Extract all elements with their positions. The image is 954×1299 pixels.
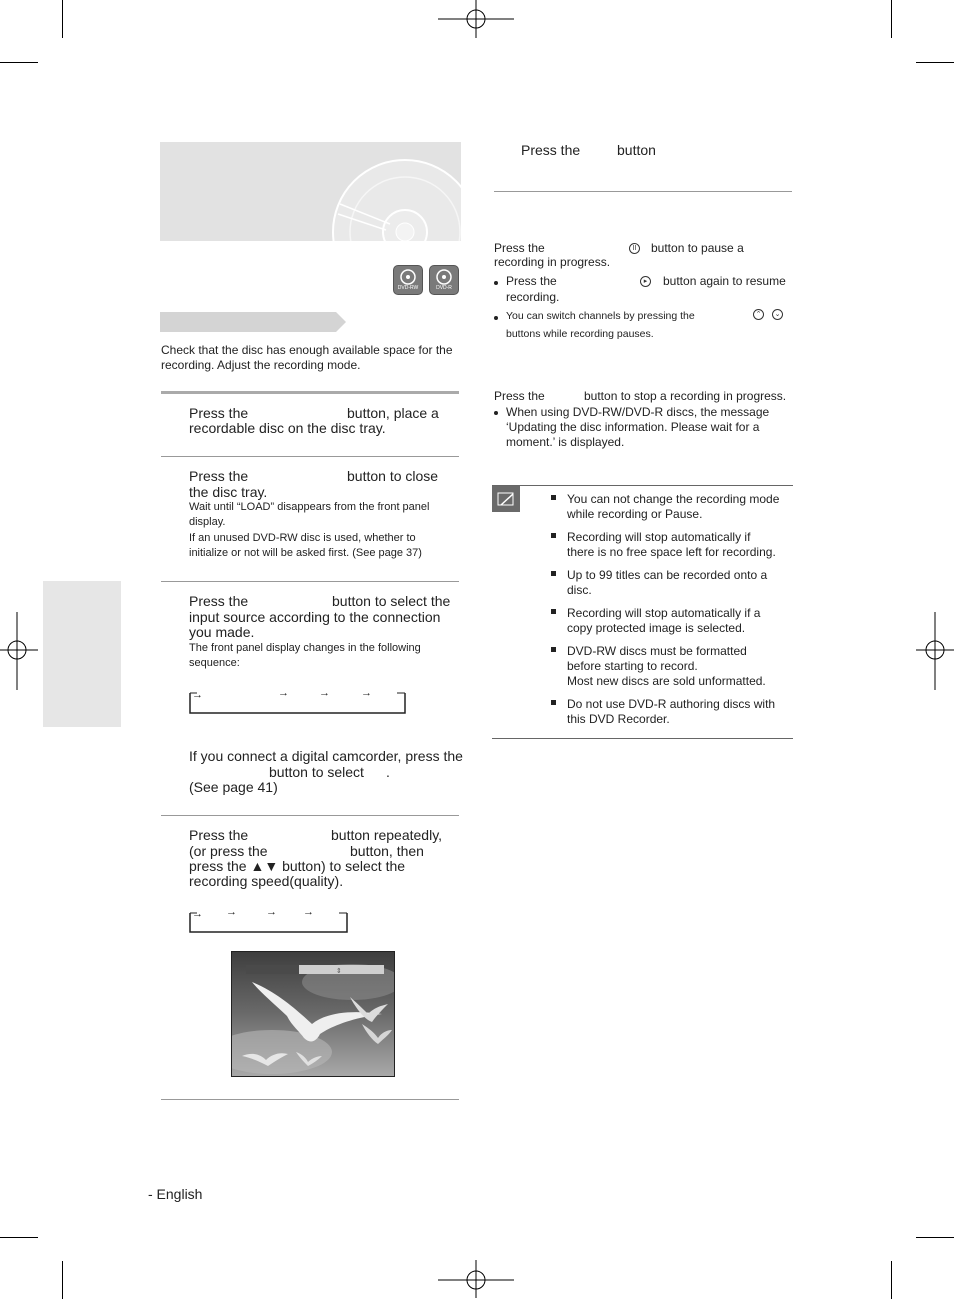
step3-text-c: input source according to the connection xyxy=(189,609,441,625)
stop-note: moment.’ is displayed. xyxy=(506,435,625,449)
note-line: Up to 99 titles can be recorded onto a xyxy=(567,568,768,582)
note-line: Recording will stop automatically if a xyxy=(567,606,761,620)
crop-mark xyxy=(916,1237,954,1238)
step2-note: Wait until “LOAD” disappears from the front panel xyxy=(189,501,430,513)
registration-mark-top xyxy=(436,0,516,40)
stop-note: ‘Updating the disc information. Please wait for a xyxy=(506,420,760,434)
intro-text: Check that the disc has enough available space for the recording. Adjust the recording mode. xyxy=(161,343,453,372)
sequence-arrow: → xyxy=(303,906,314,918)
note-bullet xyxy=(551,647,556,652)
registration-mark-bottom xyxy=(436,1260,516,1299)
resume-text-c: recording. xyxy=(506,290,560,304)
note-bullet xyxy=(551,609,556,614)
pause-text-a: Press the xyxy=(494,241,545,255)
pause-text-c: recording in progress. xyxy=(494,255,611,269)
step1-text-a: Press the xyxy=(189,405,249,421)
step1-text-c: recordable disc on the disc tray. xyxy=(189,420,386,436)
step3-text-b: button to select the xyxy=(332,593,451,609)
registration-mark-left xyxy=(0,612,40,692)
notes-bottom-rule xyxy=(492,738,793,739)
note-line: Recording will stop automatically if xyxy=(567,530,751,544)
camcorder-text-b2: . xyxy=(386,764,390,780)
resume-text-b: button again to resume xyxy=(663,274,786,288)
step2-text-b: button to close xyxy=(347,468,439,484)
camcorder-text-b: button to select xyxy=(269,764,364,780)
note-line: Do not use DVD-R authoring discs with xyxy=(567,697,776,711)
button-text: button xyxy=(617,142,656,158)
divider xyxy=(161,581,459,582)
bullet xyxy=(494,411,498,415)
disc-graphic-icon xyxy=(160,142,461,241)
stop-note: When using DVD-RW/DVD-R discs, the message xyxy=(506,405,770,419)
pause-text-b: button to pause a xyxy=(651,241,744,255)
disc-badge-label: DVD-R xyxy=(436,285,452,291)
step2-text-a: Press the xyxy=(189,468,249,484)
switch-text-b: buttons while recording pauses. xyxy=(506,328,654,340)
sequence-arrow: → xyxy=(226,906,237,918)
step3-text-a: Press the xyxy=(189,593,249,609)
side-tab xyxy=(43,581,121,727)
channel-down-icon: ⌄ xyxy=(772,309,783,320)
section-rule xyxy=(161,391,459,394)
seagull-photo xyxy=(232,952,394,1076)
sequence-arrow: → xyxy=(278,687,289,699)
input-source-sequence-diagram xyxy=(189,689,407,715)
pause-button-icon: II xyxy=(629,243,640,254)
crop-mark xyxy=(891,1261,892,1299)
step3-note: sequence: xyxy=(189,657,240,669)
step3-note: The front panel display changes in the following xyxy=(189,642,421,654)
note-bullet xyxy=(551,700,556,705)
note-line: this DVD Recorder. xyxy=(567,712,670,726)
step4-text-a: Press the xyxy=(189,827,249,843)
step2-note: If an unused DVD-RW disc is used, whether to xyxy=(189,532,416,544)
divider xyxy=(161,815,459,816)
note-line: DVD-RW discs must be formatted xyxy=(567,644,747,658)
svg-text:⇕: ⇕ xyxy=(336,967,342,975)
note-pencil-icon xyxy=(492,486,520,512)
notes-top-rule xyxy=(492,485,793,486)
step4-text-c: (or press the xyxy=(189,843,268,859)
bullet xyxy=(494,316,498,320)
crop-mark xyxy=(62,1261,63,1299)
crop-mark xyxy=(0,62,38,63)
step2-note: initialize or not will be asked first. (See page 37) xyxy=(189,547,422,559)
section-arrow-bar xyxy=(160,312,346,332)
note-line: while recording or Pause. xyxy=(567,507,703,521)
crop-mark xyxy=(0,1237,38,1238)
stop-text-b: button to stop a recording in progress. xyxy=(584,389,787,403)
sequence-arrow: → xyxy=(361,687,372,699)
step2-note: display. xyxy=(189,516,226,528)
resume-text-a: Press the xyxy=(506,274,557,288)
note-line: Most new discs are sold unformatted. xyxy=(567,674,766,688)
note-bullet xyxy=(551,571,556,576)
channel-up-icon: ⌃ xyxy=(753,309,764,320)
resume-button-icon: ▸ xyxy=(640,276,651,287)
camcorder-text-a: If you connect a digital camcorder, press the xyxy=(189,748,463,764)
sequence-arrow: → xyxy=(192,689,203,701)
step4-text-d: press the ▲▼ button) to select the xyxy=(189,858,406,874)
divider xyxy=(161,456,459,457)
note-line: there is no free space left for recording. xyxy=(567,545,776,559)
divider xyxy=(494,191,792,192)
step3-text-d: you made. xyxy=(189,624,255,640)
stop-text-a: Press the xyxy=(494,389,545,403)
note-bullet xyxy=(551,495,556,500)
dvd-r-disc-icon xyxy=(429,265,459,295)
step2-text-c: the disc tray. xyxy=(189,484,268,500)
registration-mark-right xyxy=(914,612,954,692)
crop-mark xyxy=(62,0,63,38)
press-the-text: Press the xyxy=(521,142,581,158)
crop-mark xyxy=(916,62,954,63)
switch-text-a: You can switch channels by pressing the xyxy=(506,310,695,322)
recording-screen-image xyxy=(231,951,395,1077)
dvd-rw-disc-icon xyxy=(393,265,423,295)
sequence-arrow: → xyxy=(319,687,330,699)
step4-text-e: recording speed(quality). xyxy=(189,873,344,889)
sequence-arrow: → xyxy=(192,908,203,920)
disc-badge-label: DVD-RW xyxy=(397,285,419,291)
page-language-label: - English xyxy=(148,1186,203,1202)
note-line: before starting to record. xyxy=(567,659,698,673)
step1-text-b: button, place a xyxy=(347,405,439,421)
bullet xyxy=(494,281,498,285)
camcorder-text-c: (See page 41) xyxy=(189,779,278,795)
header-banner xyxy=(160,142,461,241)
note-line: You can not change the recording mode xyxy=(567,492,780,506)
crop-mark xyxy=(891,0,892,38)
note-line: disc. xyxy=(567,583,592,597)
step4-text-b: button repeatedly, xyxy=(331,827,443,843)
step4-text-c2: button, then xyxy=(350,843,424,859)
divider xyxy=(161,1099,459,1100)
note-bullet xyxy=(551,533,556,538)
sequence-arrow: → xyxy=(266,906,277,918)
note-line: copy protected image is selected. xyxy=(567,621,746,635)
